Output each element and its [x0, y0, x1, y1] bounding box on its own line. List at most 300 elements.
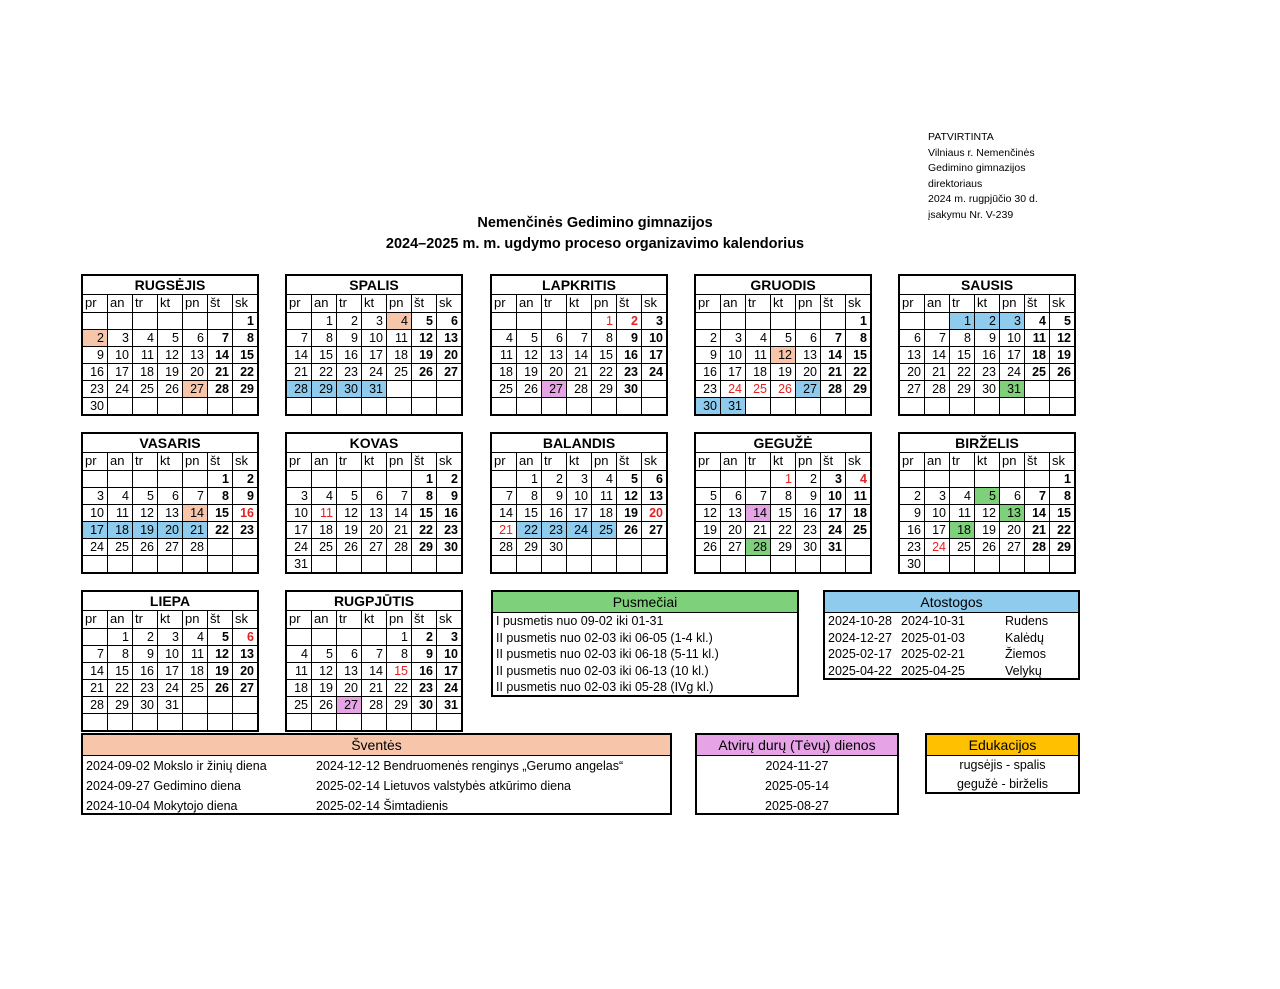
weekday-header: pn: [999, 295, 1024, 312]
day-cell: 7: [207, 330, 232, 346]
empty-cell: [616, 398, 641, 414]
weekday-header: št: [207, 295, 232, 312]
empty-cell: [107, 313, 132, 329]
vacation-from: 2025-04-22: [828, 663, 892, 678]
weekday-header: pr: [698, 295, 710, 310]
week-row: [287, 470, 461, 487]
day-cell: 17: [157, 663, 182, 679]
day-cell: 10: [90, 506, 104, 520]
day-cell: 3: [566, 471, 591, 487]
empty-cell: [591, 398, 616, 414]
empty-cell: [107, 556, 132, 572]
empty-cell: [182, 697, 207, 713]
day-cell: 14: [566, 347, 591, 363]
weekday-header: an: [311, 611, 336, 628]
day-cell: 3: [107, 330, 132, 346]
day-cell: 13: [907, 348, 921, 362]
empty-cell: [1024, 398, 1049, 414]
day-cell: 3: [97, 489, 104, 503]
empty-cell: [924, 313, 949, 329]
empty-cell: [232, 398, 257, 414]
day-cell: 10: [641, 330, 666, 346]
empty-cell: [361, 398, 386, 414]
week-row: [83, 645, 257, 662]
day-cell: 24: [361, 364, 386, 380]
day-cell: 17: [294, 523, 308, 537]
weekday-header: kt: [157, 611, 182, 628]
day-cell: 2: [795, 471, 820, 487]
day-cell: 8: [386, 646, 411, 662]
day-cell: 16: [436, 505, 461, 521]
day-cell: 14: [820, 347, 845, 363]
day-cell: 26: [157, 381, 182, 397]
day-cell: 23: [336, 364, 361, 380]
empty-cell: [361, 714, 386, 730]
atviru-duru-date: 2025-08-27: [765, 799, 829, 813]
month-calendar: [285, 590, 463, 732]
day-cell: 22: [591, 364, 616, 380]
weekday-header: pn: [999, 453, 1024, 470]
empty-cell: [107, 471, 132, 487]
empty-cell: [770, 398, 795, 414]
empty-cell: [361, 629, 386, 645]
weekday-header: pn: [591, 453, 616, 470]
week-row: [83, 312, 257, 329]
weekday-header: pr: [85, 611, 97, 626]
day-cell: 27: [641, 522, 666, 538]
weekday-header: an: [924, 453, 949, 470]
day-cell: 26: [974, 539, 999, 555]
day-cell: 23: [90, 382, 104, 396]
day-cell: 6: [999, 488, 1024, 504]
day-cell: 21: [820, 364, 845, 380]
week-row: [287, 504, 461, 521]
empty-cell: [311, 556, 336, 572]
weekday-header: kt: [361, 453, 386, 470]
day-cell: 13: [541, 347, 566, 363]
weekday-header: kt: [974, 295, 999, 312]
day-cell: 1: [232, 313, 257, 329]
month-calendar: [81, 590, 259, 732]
empty-cell: [157, 714, 182, 730]
day-cell: 12: [132, 505, 157, 521]
vacation-name: Kalėdų: [1005, 630, 1044, 645]
day-cell: 9: [411, 646, 436, 662]
day-cell: 5: [132, 488, 157, 504]
atostogos-row: [825, 630, 1078, 647]
day-cell: 13: [641, 488, 666, 504]
empty-cell: [541, 556, 566, 572]
week-row: [492, 329, 666, 346]
day-cell: 3: [436, 629, 461, 645]
empty-cell: [720, 556, 745, 572]
day-cell: 3: [157, 629, 182, 645]
day-cell: 5: [770, 330, 795, 346]
pusmeciai-box: [491, 590, 799, 697]
day-cell: 19: [703, 523, 717, 537]
day-cell: 5: [616, 471, 641, 487]
day-cell: 15: [232, 347, 257, 363]
day-cell: 5: [311, 646, 336, 662]
empty-cell: [386, 471, 411, 487]
empty-cell: [745, 398, 770, 414]
day-cell: 5: [974, 488, 999, 504]
day-cell: 7: [386, 488, 411, 504]
day-cell: 24: [294, 540, 308, 554]
empty-cell: [336, 398, 361, 414]
day-cell: 24: [436, 680, 461, 696]
day-cell: 11: [132, 347, 157, 363]
day-cell: 8: [516, 488, 541, 504]
weekday-header: tr: [745, 295, 770, 312]
weekday-header: pn: [386, 295, 411, 312]
day-cell: 29: [311, 381, 336, 397]
day-cell: 6: [541, 330, 566, 346]
weekday-header: pr: [289, 611, 301, 626]
month-calendar: [285, 274, 463, 416]
day-cell: 18: [1024, 347, 1049, 363]
day-cell: 20: [232, 663, 257, 679]
day-cell: 8: [411, 488, 436, 504]
week-row: [492, 470, 666, 487]
weekday-header: sk: [232, 295, 257, 312]
week-row: [83, 679, 257, 696]
day-cell: 13: [999, 505, 1024, 521]
day-cell: 5: [207, 629, 232, 645]
day-cell: 17: [820, 505, 845, 521]
day-cell: 20: [182, 364, 207, 380]
empty-cell: [411, 381, 436, 397]
empty-cell: [720, 471, 745, 487]
empty-cell: [591, 556, 616, 572]
week-row: [696, 470, 870, 487]
week-row: [696, 329, 870, 346]
day-cell: 2: [336, 313, 361, 329]
week-row: [696, 487, 870, 504]
weekday-header: an: [720, 453, 745, 470]
empty-cell: [287, 629, 311, 645]
day-cell: 30: [795, 539, 820, 555]
weekday-header: št: [616, 295, 641, 312]
empty-cell: [900, 313, 924, 329]
weekday-header: pr: [494, 453, 506, 468]
pusmetis-line: II pusmetis nuo 02-03 iki 06-13 (10 kl.): [496, 663, 709, 678]
vacation-from: 2024-10-28: [828, 614, 892, 628]
week-row: [287, 346, 461, 363]
day-cell: 1: [949, 313, 974, 329]
day-cell: 7: [924, 330, 949, 346]
day-cell: 24: [157, 680, 182, 696]
day-cell: 26: [336, 539, 361, 555]
day-cell: 4: [301, 647, 308, 661]
day-cell: 28: [90, 698, 104, 712]
day-cell: 30: [436, 539, 461, 555]
day-cell: 13: [436, 330, 461, 346]
weekday-header: sk: [1049, 453, 1074, 470]
day-cell: 27: [182, 381, 207, 397]
atostogos-row: [825, 646, 1078, 663]
month-name: GEGUŽĖ: [696, 434, 870, 453]
empty-cell: [820, 398, 845, 414]
week-row: [287, 397, 461, 414]
day-cell: 20: [907, 365, 921, 379]
empty-cell: [795, 313, 820, 329]
weekday-header: tr: [132, 295, 157, 312]
empty-cell: [999, 556, 1024, 572]
approval-line: įsakymu Nr. V-239: [928, 208, 1014, 221]
day-cell: 25: [949, 539, 974, 555]
weekday-header: št: [616, 453, 641, 470]
day-cell: 20: [541, 364, 566, 380]
day-cell: 22: [386, 680, 411, 696]
empty-cell: [845, 398, 870, 414]
day-cell: 2: [232, 471, 257, 487]
weekday-header: pr: [85, 453, 97, 468]
week-row: [287, 363, 461, 380]
day-cell: 21: [361, 680, 386, 696]
edukacija-line: rugsėjis - spalis: [959, 758, 1046, 772]
week-row: [83, 380, 257, 397]
day-cell: 12: [207, 646, 232, 662]
empty-cell: [641, 539, 666, 555]
day-cell: 6: [436, 313, 461, 329]
day-cell: 28: [1024, 539, 1049, 555]
weekday-header: kt: [770, 453, 795, 470]
day-cell: 31: [294, 557, 308, 571]
day-cell: 9: [336, 330, 361, 346]
empty-cell: [311, 714, 336, 730]
weekday-header: kt: [361, 295, 386, 312]
atostogos-row: [825, 613, 1078, 630]
day-cell: 18: [845, 505, 870, 521]
day-cell: 28: [924, 381, 949, 397]
day-cell: 17: [566, 505, 591, 521]
empty-cell: [361, 556, 386, 572]
weekday-header-row: [287, 295, 461, 312]
day-cell: 27: [999, 539, 1024, 555]
weekday-header: sk: [232, 453, 257, 470]
day-cell: 31: [361, 381, 386, 397]
day-cell: 6: [157, 488, 182, 504]
day-cell: 11: [745, 347, 770, 363]
weekday-header: an: [311, 295, 336, 312]
day-cell: 21: [182, 522, 207, 538]
weekday-header: št: [411, 611, 436, 628]
day-cell: 23: [616, 364, 641, 380]
empty-cell: [795, 556, 820, 572]
day-cell: 3: [361, 313, 386, 329]
day-cell: 16: [616, 347, 641, 363]
day-cell: 29: [516, 539, 541, 555]
day-cell: 12: [1049, 330, 1074, 346]
day-cell: 23: [703, 382, 717, 396]
day-cell: 9: [232, 488, 257, 504]
day-cell: 12: [974, 505, 999, 521]
week-row: [83, 662, 257, 679]
day-cell: 13: [361, 505, 386, 521]
day-cell: 10: [361, 330, 386, 346]
weekday-header-row: [900, 453, 1074, 470]
month-calendar: [898, 432, 1076, 574]
day-cell: 15: [949, 347, 974, 363]
day-cell: 19: [311, 680, 336, 696]
day-cell: 10: [294, 506, 308, 520]
week-row: [696, 363, 870, 380]
day-cell: 11: [949, 505, 974, 521]
day-cell: 11: [182, 646, 207, 662]
empty-cell: [336, 629, 361, 645]
weekday-header: an: [720, 295, 745, 312]
edukacija-line: gegužė - birželis: [956, 777, 1048, 791]
weekday-header: pn: [182, 295, 207, 312]
day-cell: 4: [132, 330, 157, 346]
empty-cell: [492, 398, 516, 414]
empty-cell: [182, 714, 207, 730]
empty-cell: [566, 539, 591, 555]
weekday-header: sk: [1049, 295, 1074, 312]
weekday-header: pn: [182, 453, 207, 470]
day-cell: 5: [516, 330, 541, 346]
day-cell: 4: [1024, 313, 1049, 329]
day-cell: 16: [132, 663, 157, 679]
day-cell: 17: [924, 522, 949, 538]
day-cell: 15: [386, 663, 411, 679]
day-cell: 21: [294, 365, 308, 379]
day-cell: 31: [436, 697, 461, 713]
week-row: [900, 470, 1074, 487]
atviru-duru-date: 2024-11-27: [765, 759, 829, 773]
day-cell: 3: [924, 488, 949, 504]
empty-cell: [436, 398, 461, 414]
day-cell: 14: [294, 348, 308, 362]
day-cell: 25: [386, 364, 411, 380]
month-name: SAUSIS: [900, 276, 1074, 295]
week-row: [287, 662, 461, 679]
empty-cell: [361, 471, 386, 487]
week-row: [83, 538, 257, 555]
empty-cell: [386, 714, 411, 730]
week-row: [492, 312, 666, 329]
day-cell: 18: [107, 522, 132, 538]
day-cell: 11: [311, 505, 336, 521]
empty-cell: [616, 556, 641, 572]
day-cell: 9: [132, 646, 157, 662]
day-cell: 12: [411, 330, 436, 346]
day-cell: 30: [696, 398, 720, 414]
empty-cell: [157, 556, 182, 572]
empty-cell: [311, 629, 336, 645]
day-cell: 29: [845, 381, 870, 397]
empty-cell: [1024, 471, 1049, 487]
week-row: [696, 521, 870, 538]
day-cell: 30: [541, 539, 566, 555]
empty-cell: [566, 398, 591, 414]
day-cell: 4: [506, 331, 513, 345]
day-cell: 11: [845, 488, 870, 504]
week-row: [696, 555, 870, 572]
day-cell: 7: [1024, 488, 1049, 504]
day-cell: 21: [1024, 522, 1049, 538]
weekday-header: št: [820, 295, 845, 312]
day-cell: 6: [361, 488, 386, 504]
day-cell: 25: [499, 382, 513, 396]
day-cell: 7: [361, 646, 386, 662]
day-cell: 4: [949, 488, 974, 504]
day-cell: 26: [703, 540, 717, 554]
empty-cell: [182, 471, 207, 487]
day-cell: 15: [516, 505, 541, 521]
day-cell: 24: [924, 539, 949, 555]
empty-cell: [132, 313, 157, 329]
empty-cell: [287, 398, 311, 414]
day-cell: 6: [232, 629, 257, 645]
empty-cell: [336, 556, 361, 572]
weekday-header-row: [287, 453, 461, 470]
day-cell: 11: [591, 488, 616, 504]
empty-cell: [492, 471, 516, 487]
day-cell: 18: [499, 365, 513, 379]
weekday-header: pn: [386, 611, 411, 628]
day-cell: 29: [1049, 539, 1074, 555]
day-cell: 13: [232, 646, 257, 662]
day-cell: 17: [641, 347, 666, 363]
day-cell: 31: [157, 697, 182, 713]
empty-cell: [132, 471, 157, 487]
day-cell: 22: [1049, 522, 1074, 538]
day-cell: 9: [541, 488, 566, 504]
weekday-header: kt: [361, 611, 386, 628]
empty-cell: [83, 556, 107, 572]
day-cell: 11: [295, 664, 308, 678]
week-row: [900, 521, 1074, 538]
empty-cell: [696, 556, 720, 572]
day-cell: 22: [516, 522, 541, 538]
approval-block: [928, 130, 1038, 223]
day-cell: 7: [182, 488, 207, 504]
day-cell: 19: [770, 364, 795, 380]
day-cell: 8: [107, 646, 132, 662]
empty-cell: [157, 471, 182, 487]
day-cell: 23: [232, 522, 257, 538]
day-cell: 16: [907, 523, 921, 537]
day-cell: 22: [107, 680, 132, 696]
week-row: [83, 628, 257, 645]
day-cell: 1: [591, 313, 616, 329]
day-cell: 27: [361, 539, 386, 555]
weekday-header: kt: [157, 453, 182, 470]
month-calendar: [490, 432, 668, 574]
day-cell: 21: [745, 522, 770, 538]
empty-cell: [720, 313, 745, 329]
day-cell: 12: [516, 347, 541, 363]
week-row: [287, 380, 461, 397]
day-cell: 17: [83, 522, 107, 538]
week-row: [696, 346, 870, 363]
empty-cell: [999, 398, 1024, 414]
day-cell: 3: [720, 330, 745, 346]
empty-cell: [924, 398, 949, 414]
empty-cell: [745, 556, 770, 572]
weekday-header: št: [207, 453, 232, 470]
day-cell: 1: [411, 471, 436, 487]
day-cell: 11: [500, 348, 513, 362]
day-cell: 29: [107, 697, 132, 713]
approval-line: Vilniaus r. Nemenčinės: [928, 146, 1035, 159]
empty-cell: [157, 398, 182, 414]
day-cell: 18: [591, 505, 616, 521]
day-cell: 6: [182, 330, 207, 346]
empty-cell: [770, 556, 795, 572]
